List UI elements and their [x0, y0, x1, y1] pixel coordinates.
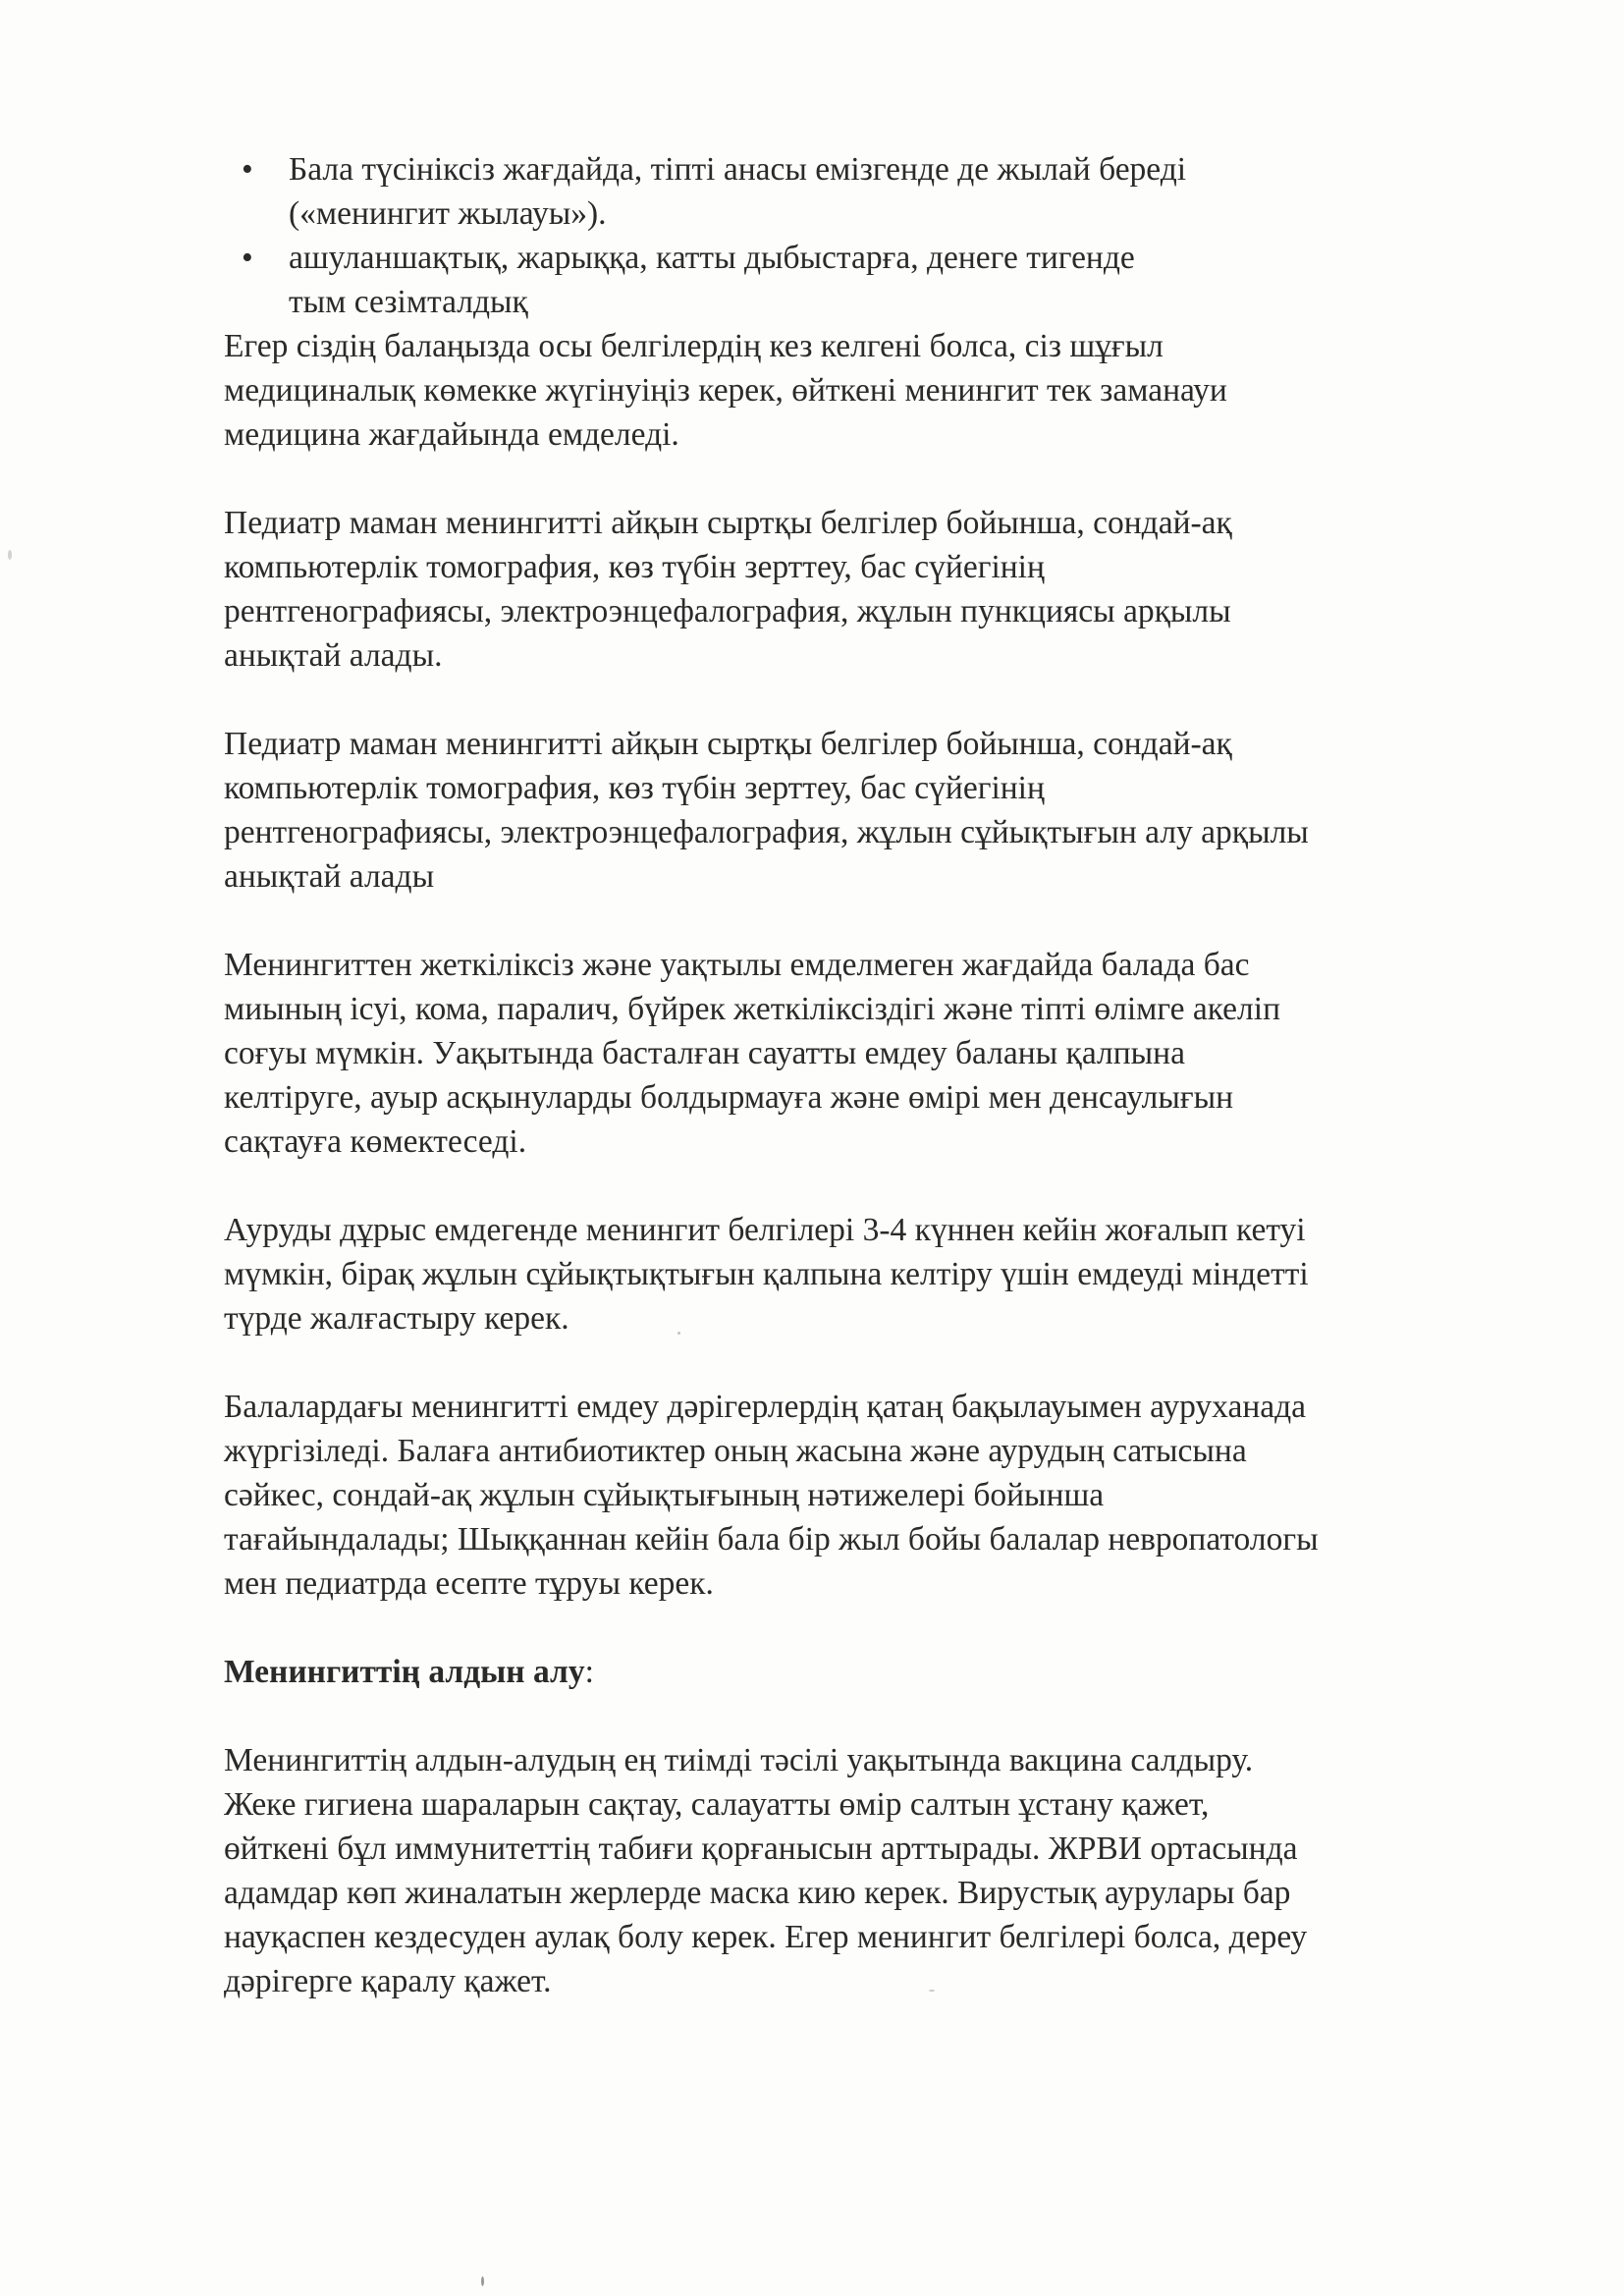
paragraph-prevention — [224, 1738, 1510, 2003]
text-line: Менингиттің алдын-алудың ең тиімді тәсілі уақытында вакцина салдыру. — [224, 1742, 1254, 1778]
section-heading-prevention — [224, 1650, 1510, 1694]
text-line: тағайындалады; Шыққаннан кейін бала бір жыл бойы балалар невропатологы — [224, 1521, 1319, 1558]
text-line: («менингит жылауы»). — [289, 195, 607, 232]
text-line: мүмкін, бірақ жұлын сұйықтықтығын қалпына келтіру үшін емдеуді міндетті — [224, 1256, 1309, 1292]
text-line: соғуы мүмкін. Уақытында басталған сауатты емдеу баланы қалпына — [224, 1035, 1185, 1071]
heading-colon: : — [584, 1654, 594, 1690]
text-line: мен педиатрда есепте тұруы керек. — [224, 1565, 714, 1602]
heading-text: Менингиттің алдын алу — [224, 1654, 585, 1690]
text-line: түрде жалғастыру керек. — [224, 1300, 569, 1337]
paragraph-diagnosis-puncture — [224, 501, 1510, 678]
text-line: миының ісуі, кома, паралич, бүйрек жеткіліксіздігі және тіпті өлімге акеліп — [224, 991, 1281, 1027]
paragraph-diagnosis-fluid — [224, 722, 1510, 899]
text-line: өйткені бұл иммунитеттің табиғи қорғанысын арттырады. ЖРВИ ортасында — [224, 1831, 1298, 1867]
paragraph-complications — [224, 943, 1510, 1164]
text-line: рентгенографиясы, электроэнцефалография, жұлын пункциясы арқылы — [224, 593, 1231, 629]
text-line: Менингиттен жеткіліксіз және уақтылы емделмеген жағдайда балада бас — [224, 947, 1250, 983]
paragraph-hospital-treatment — [224, 1385, 1510, 1606]
text-line: сақтауға көмектеседі. — [224, 1123, 527, 1160]
scan-speck — [8, 550, 12, 560]
text-line: Педиатр маман менингитті айқын сыртқы белгілер бойынша, сондай-ақ — [224, 505, 1232, 541]
text-line: анықтай алады — [224, 858, 435, 895]
text-line: рентгенографиясы, электроэнцефалография, жұлын сұйықтығын алу арқылы — [224, 814, 1309, 850]
text-line: медицина жағдайында емделеді. — [224, 416, 679, 453]
text-line: келтіруге, ауыр асқынуларды болдырмауға және өмірі мен денсаулығын — [224, 1079, 1233, 1116]
text-line: тым сезімталдық — [289, 284, 528, 320]
text-line: жүргізіледі. Балаға антибиотиктер оның жасына және аурудың сатысына — [224, 1433, 1247, 1469]
text-line: Ауруды дұрыс емдегенде менингит белгілері 3-4 күннен кейін жоғалып кетуі — [224, 1212, 1306, 1248]
document-page — [224, 147, 1510, 2048]
text-line: Балалардағы менингитті емдеу дәрігерлердің қатаң бақылауымен ауруханада — [224, 1389, 1307, 1425]
text-line: Педиатр маман менингитті айқын сыртқы белгілер бойынша, сондай-ақ — [224, 726, 1232, 762]
text-line: Егер сіздің балаңызда осы белгілердің кез келгені болса, сіз шұғыл — [224, 328, 1164, 364]
text-line: анықтай алады. — [224, 637, 443, 674]
paragraph-urgent-care — [224, 324, 1510, 457]
text-line: Жеке гигиена шараларын сақтау, салауатты өмір салтын ұстану қажет, — [224, 1786, 1210, 1823]
text-line: компьютерлік томография, көз түбін зерттеу, бас сүйегінің — [224, 549, 1045, 585]
text-line: адамдар көп жиналатын жерлерде маска кию керек. Вирустық аурулары бар — [224, 1875, 1291, 1911]
list-item — [224, 236, 1510, 324]
text-line: ашуланшақтық, жарыққа, катты дыбыстарға, денеге тигенде — [289, 240, 1135, 276]
scan-speck — [677, 1332, 680, 1335]
scan-speck — [481, 2276, 484, 2286]
text-line: Бала түсініксіз жағдайда, тіпті анасы емізгенде де жылай береді — [289, 151, 1187, 188]
symptom-list — [224, 147, 1510, 324]
paragraph-treatment-duration — [224, 1208, 1510, 1340]
text-line: медициналық көмекке жүгінуіңіз керек, өйткені менингит тек заманауи — [224, 372, 1227, 409]
text-line: компьютерлік томография, көз түбін зерттеу, бас сүйегінің — [224, 770, 1045, 806]
list-item — [224, 147, 1510, 236]
bullet-icon: • — [242, 151, 253, 188]
text-line: науқаспен кездесуден аулақ болу керек. Егер менингит белгілері болса, дереу — [224, 1919, 1308, 1955]
bullet-icon: • — [242, 240, 253, 276]
scan-speck — [929, 1990, 935, 1992]
text-line: дәрігерге қаралу қажет. — [224, 1963, 552, 1999]
text-line: сәйкес, сондай-ақ жұлын сұйықтығының нәтижелері бойынша — [224, 1477, 1105, 1513]
